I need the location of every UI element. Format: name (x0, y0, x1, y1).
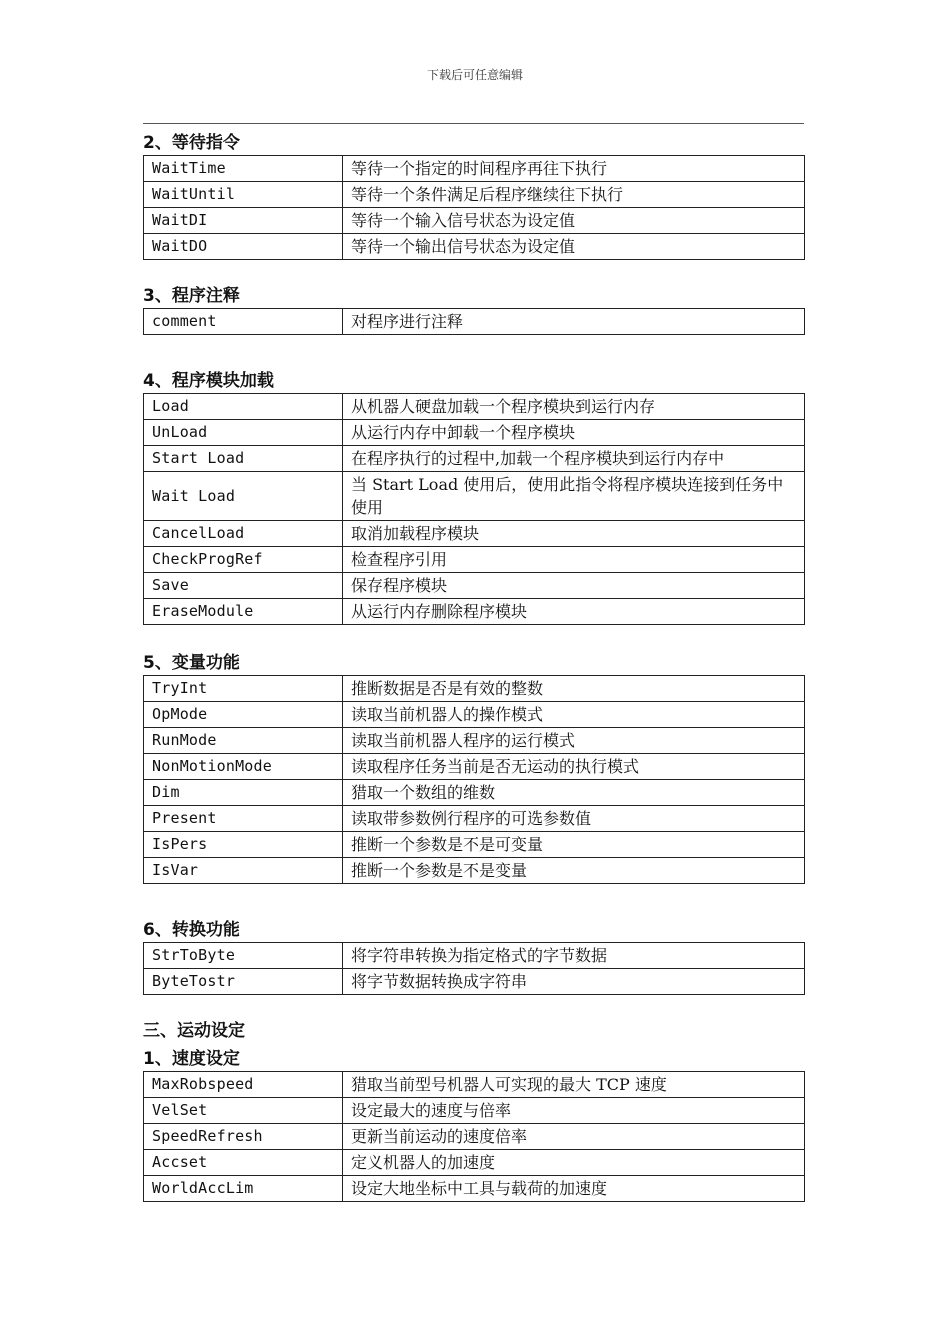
command-cell: WaitDO (144, 234, 343, 260)
table-row (144, 446, 805, 472)
section-heading-wait: 2、等待指令 (143, 133, 240, 153)
description-cell: 等待一个指定的时间程序再往下执行 (343, 156, 805, 182)
command-cell: WaitUntil (144, 182, 343, 208)
description-cell: 设定最大的速度与倍率 (343, 1098, 805, 1124)
wait-instructions-table (143, 155, 805, 260)
command-cell: Accset (144, 1150, 343, 1176)
command-cell: comment (144, 309, 343, 335)
description-cell: 读取程序任务当前是否无运动的执行模式 (343, 754, 805, 780)
table-row (144, 1072, 805, 1098)
table-row (144, 858, 805, 884)
table-row (144, 547, 805, 573)
command-cell: WaitDI (144, 208, 343, 234)
command-cell: CheckProgRef (144, 547, 343, 573)
command-cell: MaxRobspeed (144, 1072, 343, 1098)
description-cell: 等待一个输入信号状态为设定值 (343, 208, 805, 234)
table-row (144, 806, 805, 832)
chapter-heading-motion: 三、运动设定 (143, 1021, 245, 1041)
description-cell: 检查程序引用 (343, 547, 805, 573)
command-cell: TryInt (144, 676, 343, 702)
table-row (144, 472, 805, 521)
speed-settings-table (143, 1071, 805, 1202)
command-cell: Start Load (144, 446, 343, 472)
description-cell: 更新当前运动的速度倍率 (343, 1124, 805, 1150)
section-heading-variables: 5、变量功能 (143, 653, 240, 673)
description-cell: 推断一个参数是不是变量 (343, 858, 805, 884)
module-load-table (143, 393, 805, 625)
table-row (144, 599, 805, 625)
description-cell: 从机器人硬盘加载一个程序模块到运行内存 (343, 394, 805, 420)
command-cell: IsVar (144, 858, 343, 884)
section-heading-speed: 1、速度设定 (143, 1049, 240, 1069)
command-cell: WaitTime (144, 156, 343, 182)
description-cell: 定义机器人的加速度 (343, 1150, 805, 1176)
table-row (144, 1150, 805, 1176)
comment-table (143, 308, 805, 335)
table-row (144, 676, 805, 702)
table-row (144, 1124, 805, 1150)
description-cell: 猎取当前型号机器人可实现的最大 TCP 速度 (343, 1072, 805, 1098)
table-row (144, 754, 805, 780)
table-row (144, 394, 805, 420)
table-row (144, 420, 805, 446)
table-row (144, 943, 805, 969)
command-cell: Save (144, 573, 343, 599)
page-header-note: 下载后可任意编辑 (426, 68, 523, 82)
description-cell: 猎取一个数组的维数 (343, 780, 805, 806)
table-row (144, 208, 805, 234)
description-cell: 读取当前机器人程序的运行模式 (343, 728, 805, 754)
command-cell: IsPers (144, 832, 343, 858)
description-cell: 从运行内存删除程序模块 (343, 599, 805, 625)
description-cell: 设定大地坐标中工具与载荷的加速度 (343, 1176, 805, 1202)
table-row (144, 1176, 805, 1202)
description-cell: 在程序执行的过程中,加载一个程序模块到运行内存中 (343, 446, 805, 472)
command-cell: ByteTostr (144, 969, 343, 995)
header-divider (143, 123, 804, 124)
command-cell: CancelLoad (144, 521, 343, 547)
table-row (144, 702, 805, 728)
description-cell: 推断一个参数是不是可变量 (343, 832, 805, 858)
table-row (144, 780, 805, 806)
section-heading-module-load: 4、程序模块加载 (143, 371, 274, 391)
table-row (144, 156, 805, 182)
description-cell: 读取当前机器人的操作模式 (343, 702, 805, 728)
document-body (143, 131, 805, 1202)
table-row (144, 969, 805, 995)
table-row (144, 521, 805, 547)
description-cell: 读取带参数例行程序的可选参数值 (343, 806, 805, 832)
table-row (144, 182, 805, 208)
section-heading-comment: 3、程序注释 (143, 286, 240, 306)
section-heading-conversion: 6、转换功能 (143, 920, 240, 940)
table-row (144, 573, 805, 599)
table-row (144, 1098, 805, 1124)
command-cell: UnLoad (144, 420, 343, 446)
description-cell: 将字节数据转换成字符串 (343, 969, 805, 995)
description-cell: 当 Start Load 使用后，使用此指令将程序模块连接到任务中使用 (343, 472, 805, 521)
command-cell: NonMotionMode (144, 754, 343, 780)
command-cell: Dim (144, 780, 343, 806)
description-cell: 等待一个条件满足后程序继续往下执行 (343, 182, 805, 208)
command-cell: StrToByte (144, 943, 343, 969)
table-row (144, 234, 805, 260)
command-cell: VelSet (144, 1098, 343, 1124)
description-cell: 对程序进行注释 (343, 309, 805, 335)
table-row (144, 832, 805, 858)
command-cell: EraseModule (144, 599, 343, 625)
command-cell: WorldAccLim (144, 1176, 343, 1202)
command-cell: SpeedRefresh (144, 1124, 343, 1150)
description-cell: 取消加载程序模块 (343, 521, 805, 547)
command-cell: Wait Load (144, 472, 343, 521)
description-cell: 保存程序模块 (343, 573, 805, 599)
description-cell: 等待一个输出信号状态为设定值 (343, 234, 805, 260)
variable-functions-table (143, 675, 805, 884)
description-cell: 推断数据是否是有效的整数 (343, 676, 805, 702)
description-cell: 将字符串转换为指定格式的字节数据 (343, 943, 805, 969)
table-row (144, 309, 805, 335)
table-row (144, 728, 805, 754)
command-cell: Load (144, 394, 343, 420)
description-cell: 从运行内存中卸载一个程序模块 (343, 420, 805, 446)
command-cell: RunMode (144, 728, 343, 754)
command-cell: Present (144, 806, 343, 832)
command-cell: OpMode (144, 702, 343, 728)
conversion-functions-table (143, 942, 805, 995)
